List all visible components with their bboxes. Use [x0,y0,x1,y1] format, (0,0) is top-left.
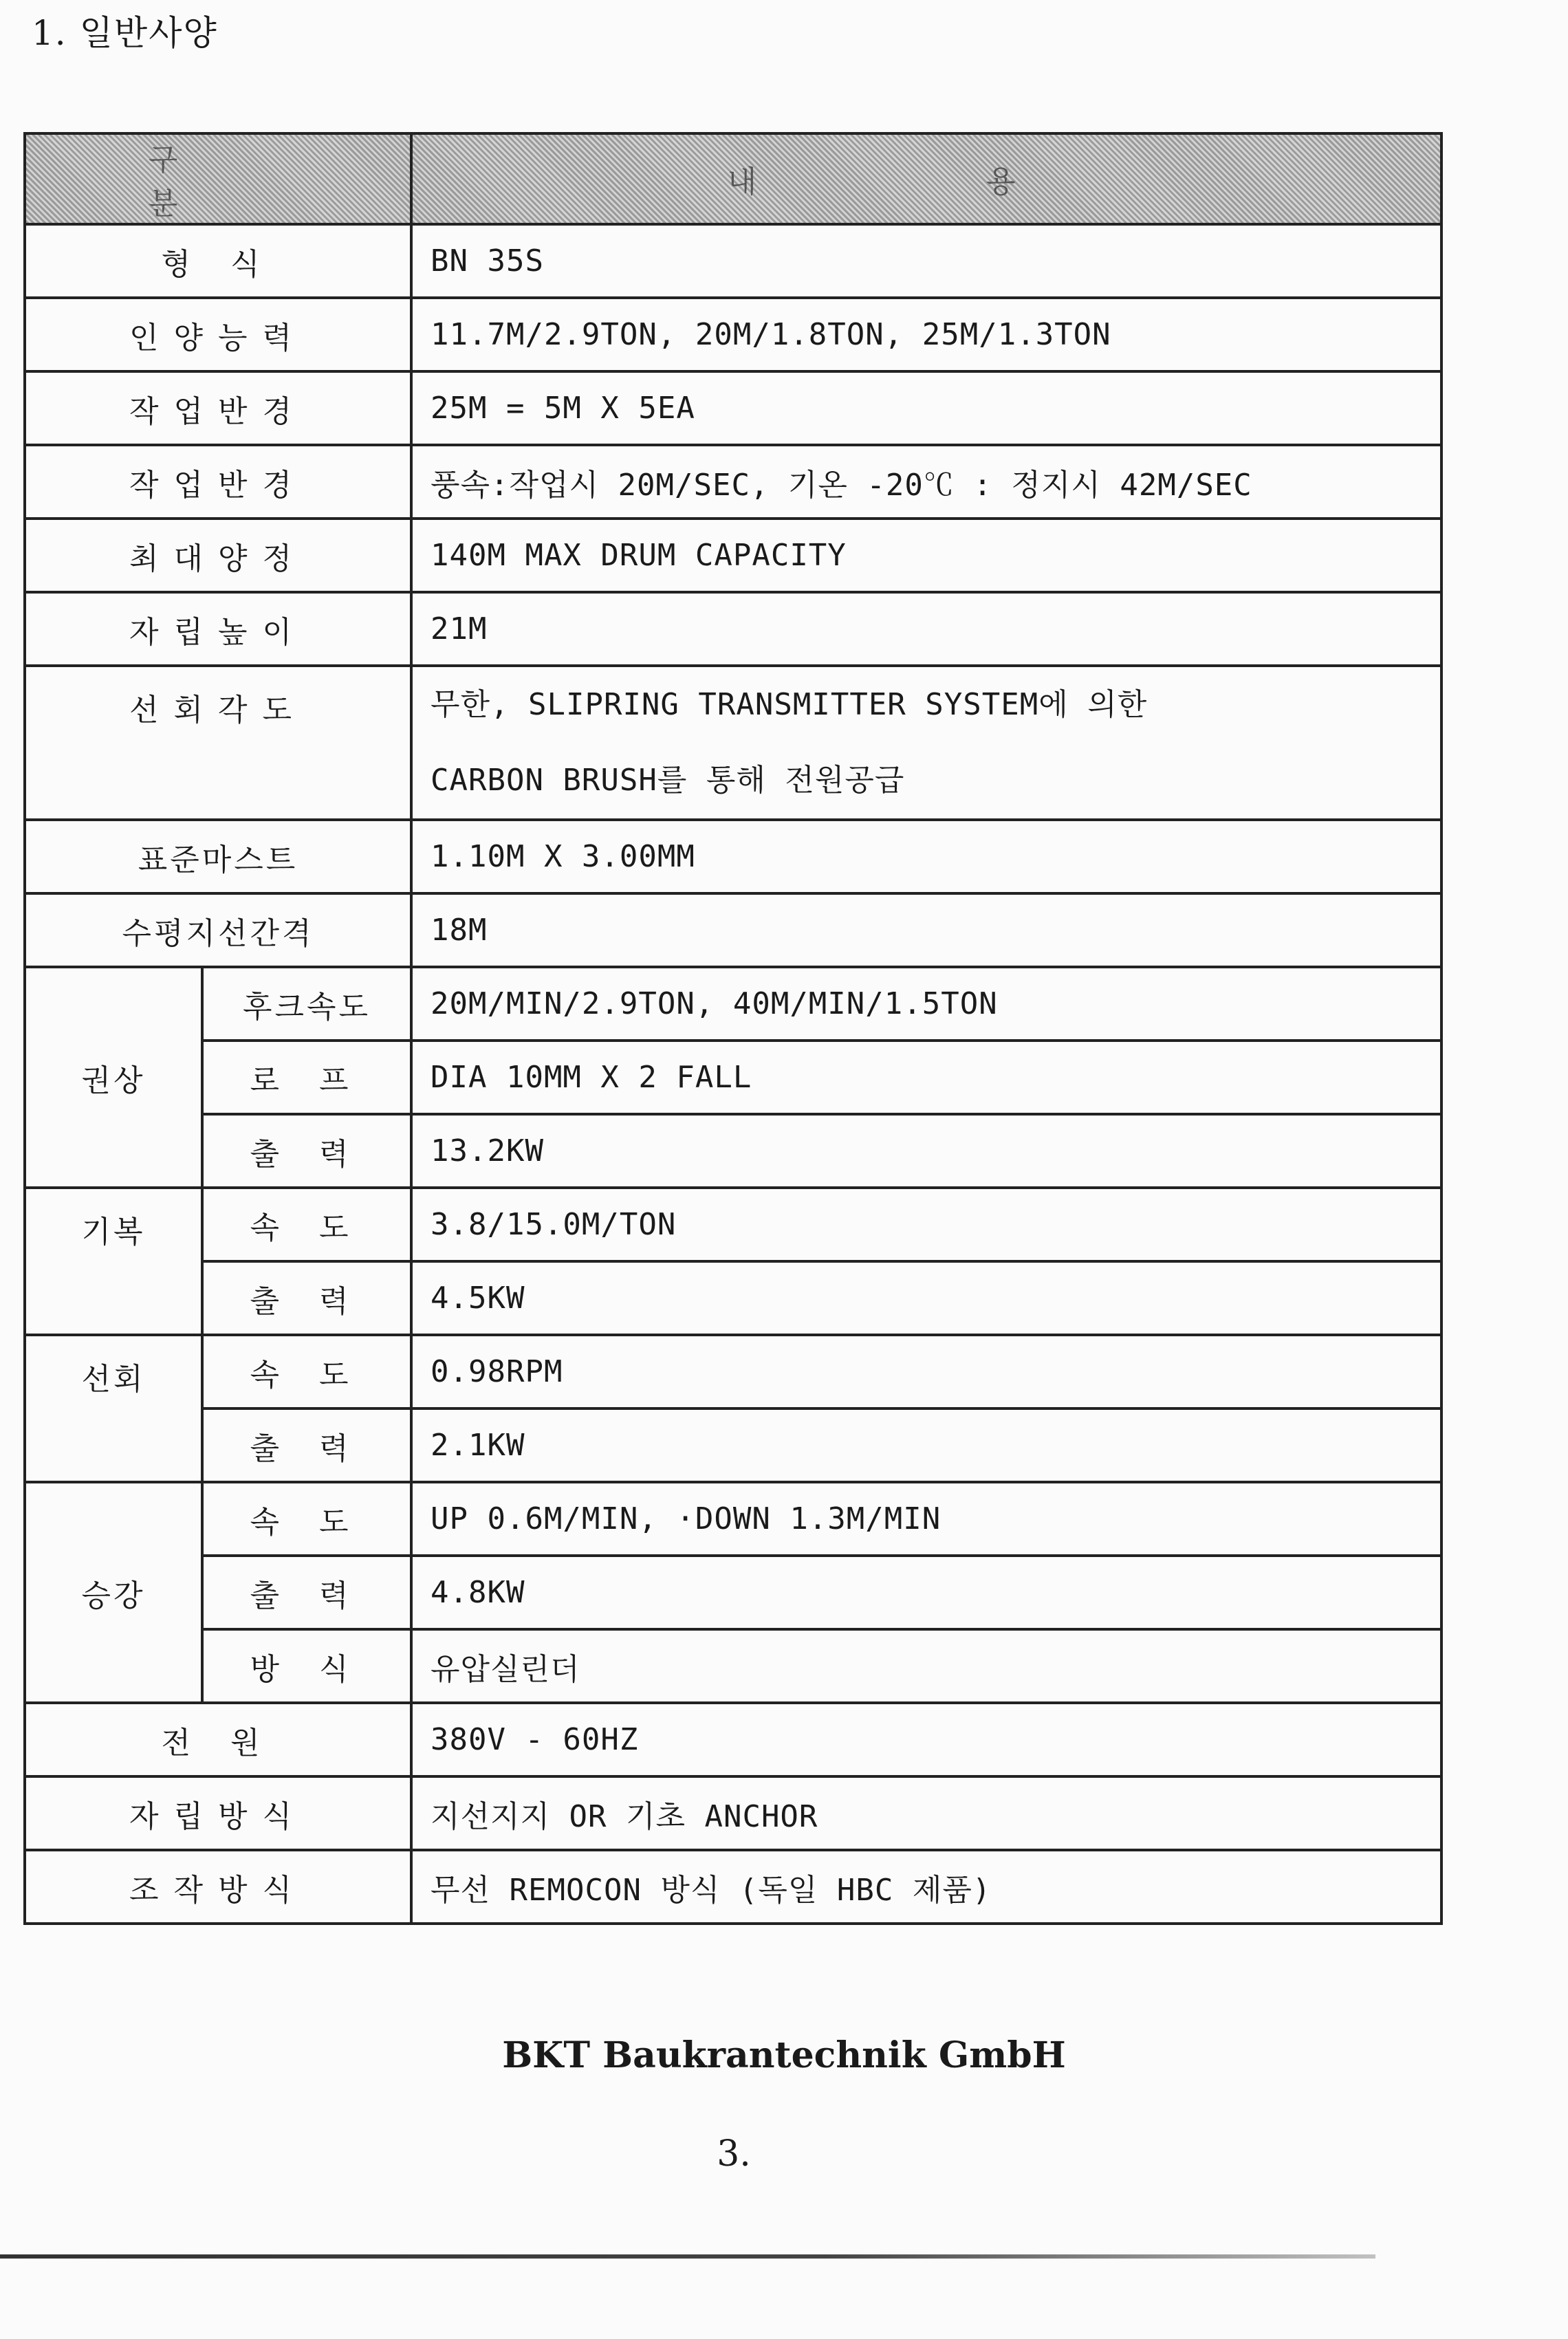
row-value-slewing-power: 2.1KW [411,1408,1441,1482]
table-row [25,1482,1441,1556]
table-row [25,1776,1441,1850]
row-label-working-radius: 작업반경 [25,371,411,445]
row-label-operation-method: 조작방식 [25,1850,411,1924]
row-value-standard-mast: 1.10M X 3.00MM [411,820,1441,893]
table-header-row [25,133,1441,224]
group-label-slewing: 선회 [25,1335,202,1482]
row-value-max-lift-height: 140M MAX DRUM CAPACITY [411,519,1441,592]
page-number: 3. [717,2133,751,2175]
row-label-slewing-speed: 속 도 [202,1335,411,1408]
row-label-climbing-speed: 속 도 [202,1482,411,1556]
table-row [25,1629,1441,1703]
row-value-slewing-speed: 0.98RPM [411,1335,1441,1408]
row-value-climbing-speed: UP 0.6M/MIN, ·DOWN 1.3M/MIN [411,1482,1441,1556]
row-value-operation-method: 무선 REMOCON 방식 (독일 HBC 제품) [411,1850,1441,1924]
row-label-rope: 로 프 [202,1041,411,1114]
row-value-luffing-speed: 3.8/15.0M/TON [411,1188,1441,1261]
table-row [25,1556,1441,1629]
table-row [25,371,1441,445]
table-row [25,1335,1441,1408]
table-row [25,445,1441,519]
slewing-angle-line-2: CARBON BRUSH를 통해 전원공급 [431,763,905,798]
table-row [25,1188,1441,1261]
row-label-slewing-power: 출 력 [202,1408,411,1482]
table-row [25,666,1441,820]
header-category: 구 분 [25,133,411,224]
footer-company-name: BKT Baukrantechnik GmbH [502,2034,1066,2076]
row-value-climbing-method: 유압실린더 [411,1629,1441,1703]
row-label-support-method: 자립방식 [25,1776,411,1850]
row-value-hoist-power: 13.2KW [411,1114,1441,1188]
table-row [25,592,1441,666]
row-label-slewing-angle: 선회각도 [25,666,411,820]
row-label-hoist-power: 출 력 [202,1114,411,1188]
row-label-max-lift-height: 최대양정 [25,519,411,592]
slewing-angle-line-1: 무한, SLIPRING TRANSMITTER SYSTEM에 의한 [431,687,1148,722]
table-row [25,1114,1441,1188]
row-value-luffing-power: 4.5KW [411,1261,1441,1335]
row-label-climbing-power: 출 력 [202,1556,411,1629]
section-title: 1. 일반사양 [32,13,218,53]
row-value-guy-spacing: 18M [411,893,1441,967]
table-row [25,820,1441,893]
row-value-rope: DIA 10MM X 2 FALL [411,1041,1441,1114]
row-value-power-supply: 380V - 60HZ [411,1703,1441,1776]
table-row [25,967,1441,1041]
table-row [25,298,1441,371]
row-label-climbing-method: 방 식 [202,1629,411,1703]
row-label-lifting-capacity: 인양능력 [25,298,411,371]
spec-table [23,132,1443,1925]
table-row [25,1408,1441,1482]
row-value-climbing-power: 4.8KW [411,1556,1441,1629]
row-label-standard-mast: 표준마스트 [25,820,411,893]
table-row [25,1850,1441,1924]
row-label-luffing-power: 출 력 [202,1261,411,1335]
row-label-type: 형 식 [25,224,411,298]
row-label-luffing-speed: 속 도 [202,1188,411,1261]
row-value-freestanding-height: 21M [411,592,1441,666]
table-row [25,1261,1441,1335]
row-value-slewing-angle [411,666,1441,820]
table-row [25,1703,1441,1776]
row-label-guy-spacing: 수평지선간격 [25,893,411,967]
row-value-wind-conditions: 풍속:작업시 20M/SEC, 기온 -20℃ : 정지시 42M/SEC [411,445,1441,519]
row-label-power-supply: 전 원 [25,1703,411,1776]
group-label-luffing: 기복 [25,1188,202,1335]
bottom-divider [0,2254,1375,2259]
header-content: 내 용 [411,133,1441,224]
table-row [25,224,1441,298]
row-value-support-method: 지선지지 OR 기초 ANCHOR [411,1776,1441,1850]
row-value-lifting-capacity: 11.7M/2.9TON, 20M/1.8TON, 25M/1.3TON [411,298,1441,371]
row-value-type: BN 35S [411,224,1441,298]
table-row [25,1041,1441,1114]
row-label-hook-speed: 후크속도 [202,967,411,1041]
row-value-working-radius: 25M = 5M X 5EA [411,371,1441,445]
table-row [25,519,1441,592]
group-label-climbing: 승강 [25,1482,202,1703]
row-label-working-radius-wind: 작업반경 [25,445,411,519]
row-label-freestanding-height: 자립높이 [25,592,411,666]
group-label-hoist: 권상 [25,967,202,1188]
row-value-hook-speed: 20M/MIN/2.9TON, 40M/MIN/1.5TON [411,967,1441,1041]
table-row [25,893,1441,967]
